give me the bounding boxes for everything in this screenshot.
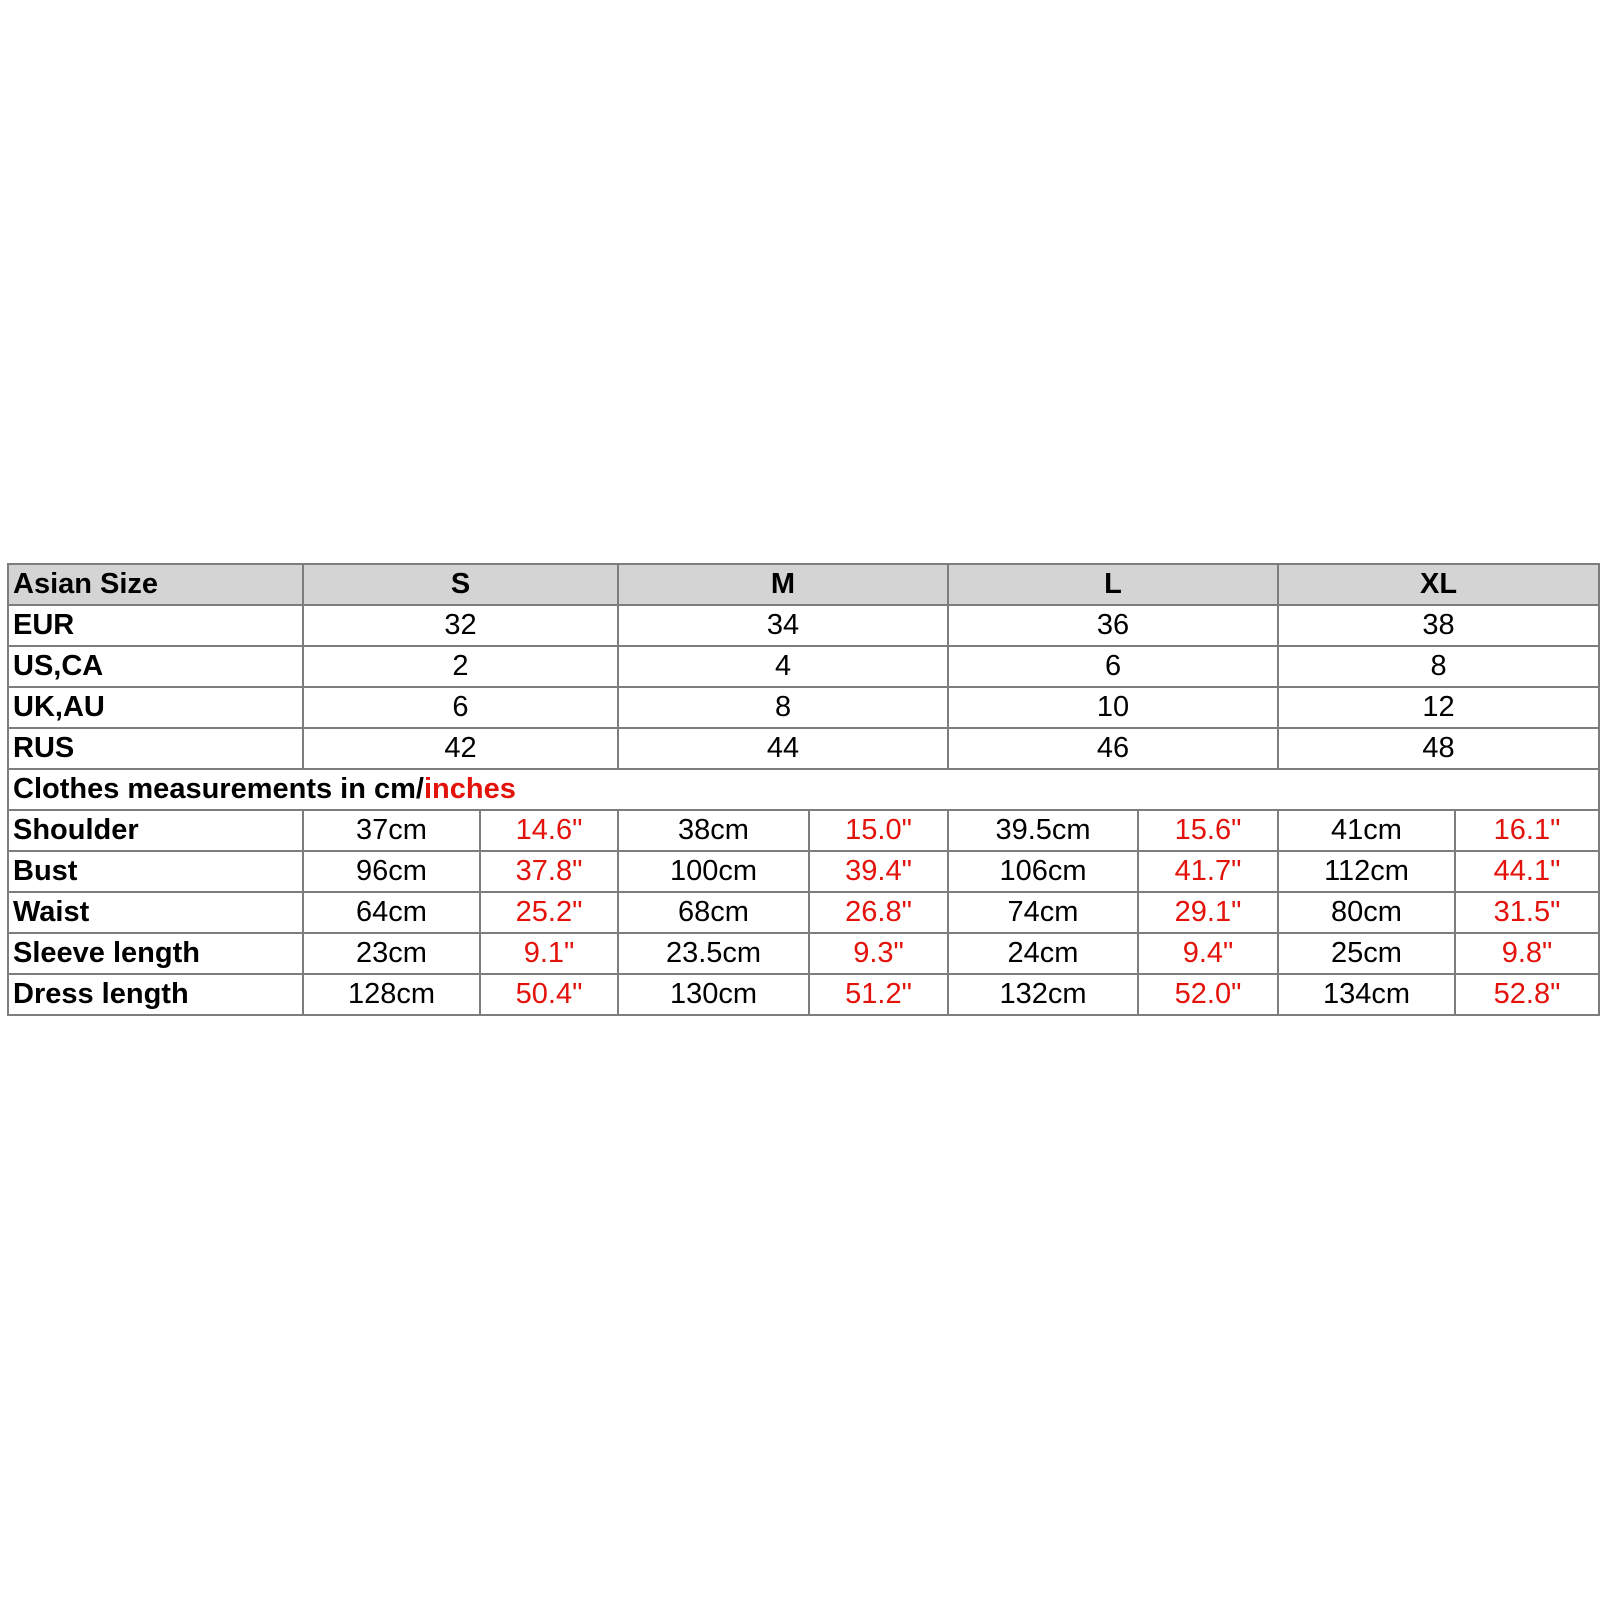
inch-cell: 9.8" — [1455, 933, 1599, 974]
cm-cell: 24cm — [948, 933, 1138, 974]
row-label: Waist — [8, 892, 303, 933]
table-cell: 32 — [303, 605, 618, 646]
size-header-s: S — [303, 564, 618, 605]
cm-cell: 130cm — [618, 974, 809, 1015]
row-label: Bust — [8, 851, 303, 892]
size-header-xl: XL — [1278, 564, 1599, 605]
inch-cell: 31.5" — [1455, 892, 1599, 933]
cm-cell: 23cm — [303, 933, 480, 974]
cm-cell: 132cm — [948, 974, 1138, 1015]
table-cell: 48 — [1278, 728, 1599, 769]
cm-cell: 134cm — [1278, 974, 1455, 1015]
size-chart-table — [7, 563, 1600, 1016]
size-header-l: L — [948, 564, 1278, 605]
inch-cell: 44.1" — [1455, 851, 1599, 892]
inch-cell: 29.1" — [1138, 892, 1278, 933]
row-label: UK,AU — [8, 687, 303, 728]
table-cell: 44 — [618, 728, 948, 769]
cm-cell: 25cm — [1278, 933, 1455, 974]
cm-cell: 39.5cm — [948, 810, 1138, 851]
inch-cell: 15.0" — [809, 810, 948, 851]
conversion-row-uk-au — [8, 687, 1599, 728]
table-cell: 4 — [618, 646, 948, 687]
table-cell: 8 — [618, 687, 948, 728]
inch-cell: 52.8" — [1455, 974, 1599, 1015]
measurement-row-sleeve-length — [8, 933, 1599, 974]
inch-cell: 50.4" — [480, 974, 618, 1015]
table-cell: 10 — [948, 687, 1278, 728]
inch-cell: 9.1" — [480, 933, 618, 974]
cm-cell: 41cm — [1278, 810, 1455, 851]
table-cell: 2 — [303, 646, 618, 687]
inch-cell: 9.3" — [809, 933, 948, 974]
table-cell: 42 — [303, 728, 618, 769]
conversion-row-eur — [8, 605, 1599, 646]
cm-cell: 37cm — [303, 810, 480, 851]
section-title-highlight: inches — [423, 773, 516, 805]
cm-cell: 100cm — [618, 851, 809, 892]
table-cell: 6 — [948, 646, 1278, 687]
inch-cell: 51.2" — [809, 974, 948, 1015]
cm-cell: 64cm — [303, 892, 480, 933]
size-header-row — [8, 564, 1599, 605]
row-label: US,CA — [8, 646, 303, 687]
cm-cell: 80cm — [1278, 892, 1455, 933]
row-label: Sleeve length — [8, 933, 303, 974]
inch-cell: 9.4" — [1138, 933, 1278, 974]
section-title-text: Clothes measurements in cm/ — [13, 773, 424, 805]
size-header-m: M — [618, 564, 948, 605]
cm-cell: 38cm — [618, 810, 809, 851]
row-label: EUR — [8, 605, 303, 646]
inch-cell: 37.8" — [480, 851, 618, 892]
measurement-row-shoulder — [8, 810, 1599, 851]
table-cell: 38 — [1278, 605, 1599, 646]
inch-cell: 14.6" — [480, 810, 618, 851]
cm-cell: 23.5cm — [618, 933, 809, 974]
inch-cell: 26.8" — [809, 892, 948, 933]
row-label: RUS — [8, 728, 303, 769]
inch-cell: 39.4" — [809, 851, 948, 892]
table-cell: 36 — [948, 605, 1278, 646]
table-cell: 8 — [1278, 646, 1599, 687]
cm-cell: 128cm — [303, 974, 480, 1015]
table-cell: 34 — [618, 605, 948, 646]
table-cell: 6 — [303, 687, 618, 728]
cm-cell: 96cm — [303, 851, 480, 892]
section-title-row — [8, 769, 1599, 810]
table-cell: 46 — [948, 728, 1278, 769]
conversion-row-us-ca — [8, 646, 1599, 687]
inch-cell: 16.1" — [1455, 810, 1599, 851]
measurements-section-title — [8, 769, 1599, 810]
inch-cell: 25.2" — [480, 892, 618, 933]
cm-cell: 106cm — [948, 851, 1138, 892]
row-label: Shoulder — [8, 810, 303, 851]
table-cell: 12 — [1278, 687, 1599, 728]
measurement-row-dress-length — [8, 974, 1599, 1015]
measurement-row-bust — [8, 851, 1599, 892]
inch-cell: 41.7" — [1138, 851, 1278, 892]
measurement-row-waist — [8, 892, 1599, 933]
size-header-label: Asian Size — [8, 564, 303, 605]
cm-cell: 112cm — [1278, 851, 1455, 892]
cm-cell: 74cm — [948, 892, 1138, 933]
inch-cell: 15.6" — [1138, 810, 1278, 851]
cm-cell: 68cm — [618, 892, 809, 933]
conversion-row-rus — [8, 728, 1599, 769]
inch-cell: 52.0" — [1138, 974, 1278, 1015]
row-label: Dress length — [8, 974, 303, 1015]
